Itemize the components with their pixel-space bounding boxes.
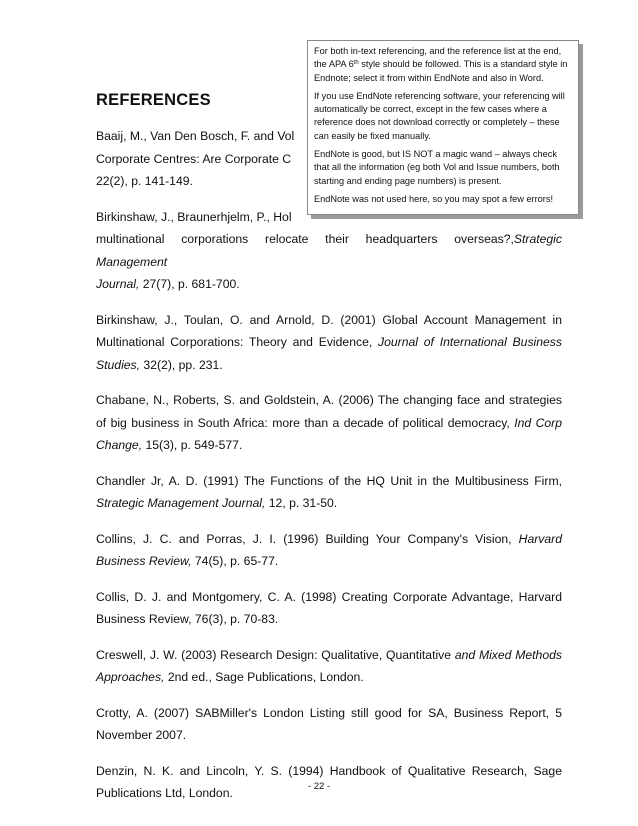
- reference-entry: [96, 586, 562, 631]
- reference-text: Creswell, J. W. (2003) Research Design: Qualitative, Quantitative: [96, 647, 455, 662]
- reference-entry: [96, 470, 562, 515]
- reference-text: 2nd ed., Sage Publications, London.: [164, 670, 364, 684]
- reference-text: Chandler Jr, A. D. (1991) The Functions of the HQ Unit in the Multibusiness Firm,: [96, 473, 562, 488]
- note-text: style should be followed. This is a standard style in Endnote; select it from within EndNote and also in Word.: [314, 59, 568, 83]
- reference-source: Strategic Management Journal,: [96, 496, 266, 510]
- note-paragraph: [314, 45, 573, 85]
- note-paragraph: EndNote is good, but IS NOT a magic wand – always check that all the information (eg both Vol and Issue numbers, both starting and ending page numbers) is present.: [314, 149, 560, 186]
- reference-source: Strategic Management: [96, 232, 562, 269]
- reference-source: Journal of International Business Studies,: [96, 335, 562, 372]
- reference-source: Journal,: [96, 277, 140, 291]
- reference-text: Chabane, N., Roberts, S. and Goldstein, A. (2006) The changing face and strategies of big business in South Africa: more than a decade of political democracy,: [96, 393, 562, 430]
- reference-text: 74(5), p. 65-77.: [191, 554, 279, 568]
- reference-entry: [96, 644, 562, 689]
- reference-entry: [96, 206, 562, 296]
- reference-text: 15(3), p. 549-577.: [142, 438, 243, 452]
- reference-list: [96, 125, 562, 818]
- reference-source: Ind Corp Change,: [96, 415, 562, 452]
- reference-source: Harvard Business Review,: [96, 531, 562, 568]
- note-superscript: th: [353, 60, 359, 67]
- reference-source: and Mixed Methods Approaches,: [96, 647, 562, 684]
- note-text: For both in-text referencing, and the reference list at the end, the APA 6: [314, 46, 562, 70]
- comment-callout-box: [307, 40, 579, 215]
- reference-text: Crotty, A. (2007) SABMiller's London Listing still good for SA, Business Report, 5 November 2007.: [96, 705, 562, 742]
- reference-text: Birkinshaw, J., Toulan, O. and Arnold, D. (2001) Global Account Management in Multinational Corporations: Theory and Evidence,: [96, 312, 562, 349]
- reference-text: Birkinshaw, J., Braunerhjelm, P., Hol: [96, 209, 292, 224]
- reference-text: Denzin, N. K. and Lincoln, Y. S. (1994) Handbook of Qualitative Research, Sage Publications Ltd, London.: [96, 763, 562, 800]
- reference-text: 12, p. 31-50.: [265, 496, 338, 510]
- reference-entry: [96, 309, 562, 377]
- reference-text: Collis, D. J. and Montgomery, C. A. (1998) Creating Corporate Advantage, Harvard Business Review, 76(3), p. 70-83.: [96, 589, 562, 626]
- note-paragraph: If you use EndNote referencing software, your referencing will automatically be correct, except in the few cases where a reference does not download correctly or completely – these can easily be fixed manually.: [314, 90, 565, 141]
- reference-entry: [96, 702, 562, 747]
- reference-text: multinational corporations relocate their headquarters overseas?,: [96, 232, 514, 246]
- reference-text: Collins, J. C. and Porras, J. I. (1996) Building Your Company's Vision,: [96, 531, 519, 546]
- reference-text: Baaij, M., Van Den Bosch, F. and Vol: [96, 129, 295, 143]
- references-heading: REFERENCES: [96, 91, 211, 109]
- reference-text: 27(7), p. 681-700.: [139, 277, 240, 291]
- reference-text: 32(2), pp. 231.: [140, 357, 223, 372]
- reference-text: 22(2), p. 141-149.: [96, 174, 193, 188]
- note-paragraph: EndNote was not used here, so you may spot a few errors!: [314, 193, 553, 204]
- reference-entry: [96, 389, 562, 457]
- reference-text: Corporate Centres: Are Corporate C: [96, 151, 292, 166]
- reference-entry: [96, 528, 562, 573]
- page-number: - 22 -: [307, 781, 331, 792]
